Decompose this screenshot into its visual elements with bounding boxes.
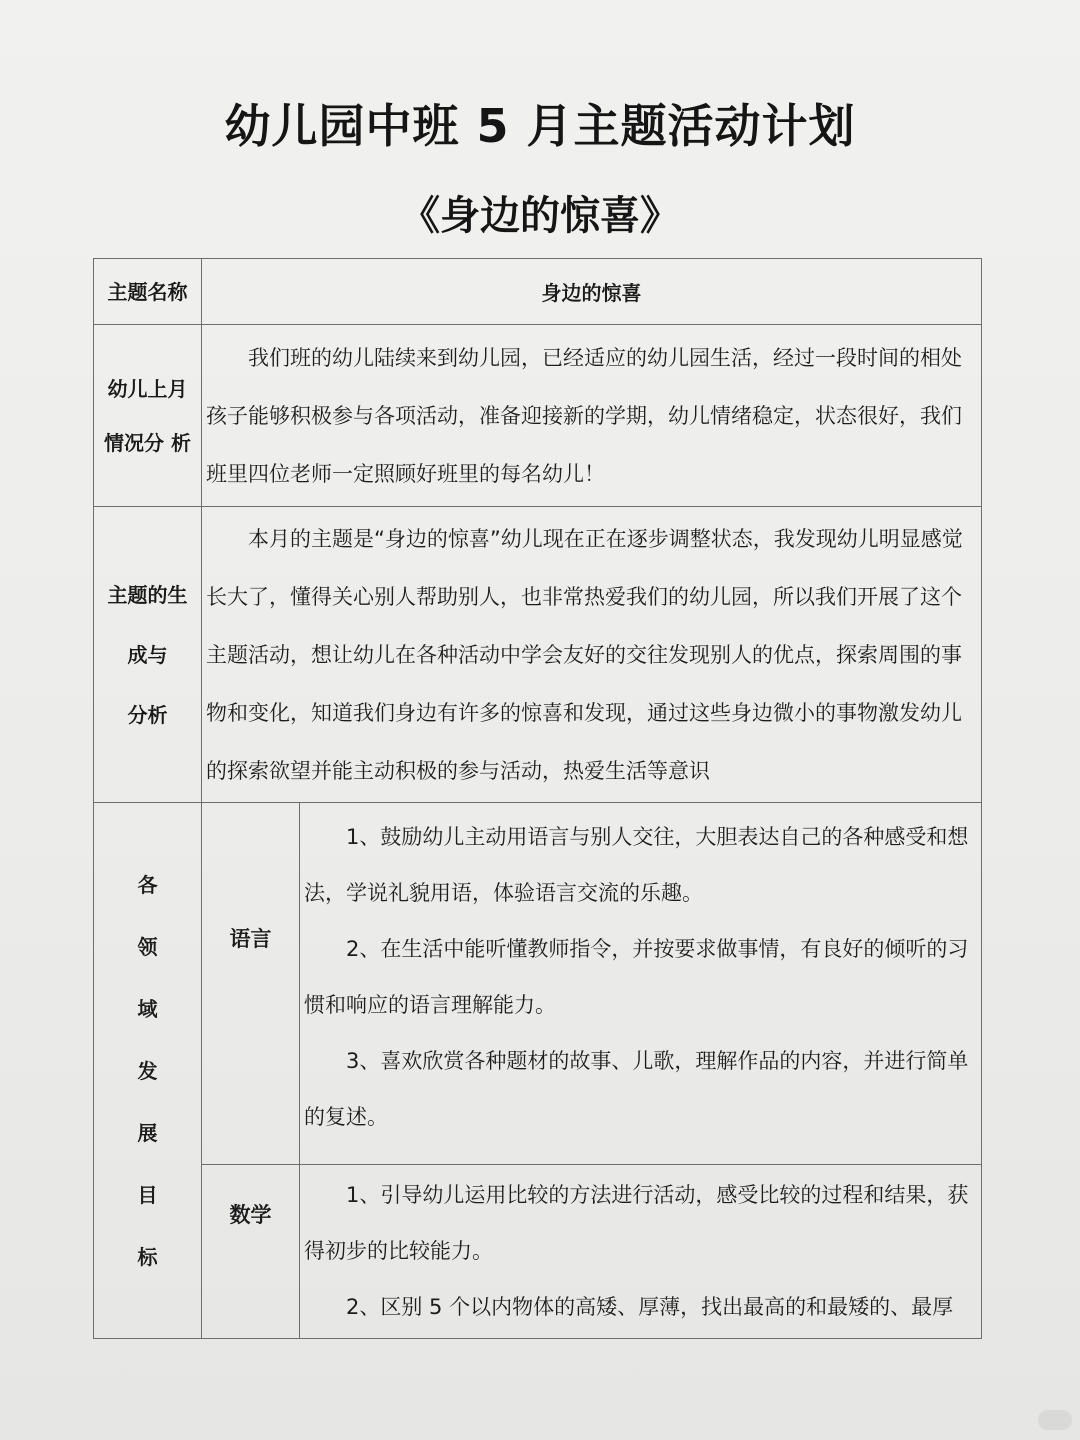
generation-label-line1: 主题的生	[107, 582, 188, 607]
generation-text: 本月的主题是“身边的惊喜”幼儿现在正在逐步调整状态，我发现幼儿明显感觉长大了，懂得关心别人帮助别人，也非常热爱我们的幼儿园，所以我们开展了这个主题活动，想让幼儿在各种活动中学会友好的交往发现别人的优点，探索周围的事物和变化，知道我们身边有许多的惊喜和发现，通过这些身边微小的事物激发幼儿的探索欲望并能主动积极的参与活动，热爱生活等意识	[206, 526, 963, 783]
theme-name-label-cell	[94, 259, 202, 325]
goals-label-char: 域	[137, 996, 158, 1021]
generation-text-cell	[202, 507, 982, 803]
generation-label-cell	[94, 507, 202, 803]
document-title: 幼儿园中班 5 月主题活动计划	[224, 99, 856, 153]
last-month-label-line2: 情况分 析	[104, 430, 191, 455]
row-last-month	[94, 325, 982, 507]
row-generation	[94, 507, 982, 803]
language-goals-cell	[300, 803, 982, 1165]
last-month-text-cell	[202, 325, 982, 507]
language-label: 语言	[229, 927, 272, 951]
math-goals-cell	[300, 1165, 982, 1339]
goals-label-char: 标	[137, 1244, 158, 1269]
math-goal-item: 1、引导幼儿运用比较的方法进行活动，感受比较的过程和结果，获得初步的比较能力。	[304, 1183, 969, 1263]
goals-label-char: 目	[137, 1182, 158, 1207]
last-month-label-line1: 幼儿上月	[107, 376, 188, 401]
plan-table	[93, 258, 982, 1339]
generation-label	[94, 565, 201, 745]
math-goal-item: 2、区别 5 个以内物体的高矮、厚薄，找出最高的和最矮的、最厚	[346, 1295, 954, 1319]
row-theme-name	[94, 259, 982, 325]
watermark-badge	[1038, 1410, 1072, 1430]
generation-label-line2: 成与	[127, 642, 168, 667]
math-label-cell	[202, 1165, 300, 1339]
last-month-text: 我们班的幼儿陆续来到幼儿园，已经适应的幼儿园生活，经过一段时间的相处孩子能够积极参与各项活动，准备迎接新的学期，幼儿情绪稳定，状态很好，我们班里四位老师一定照顾好班里的每名幼儿！	[206, 345, 962, 486]
row-language	[94, 803, 982, 1165]
goals-label-char: 领	[137, 934, 158, 959]
goals-label-char: 发	[137, 1058, 158, 1083]
row-math	[94, 1165, 982, 1339]
theme-name-label: 主题名称	[107, 279, 188, 304]
last-month-label-cell	[94, 325, 202, 507]
language-goal-item: 3、喜欢欣赏各种题材的故事、儿歌，理解作品的内容，并进行简单的复述。	[304, 1049, 969, 1129]
goals-label-char: 各	[137, 872, 158, 897]
goals-label-char: 展	[137, 1120, 158, 1145]
theme-name-value-cell	[202, 259, 982, 325]
language-goal-item: 1、鼓励幼儿主动用语言与别人交往，大胆表达自己的各种感受和想法，学说礼貌用语，体验语言交流的乐趣。	[304, 825, 969, 905]
last-month-label	[94, 362, 201, 470]
document-subtitle: 《身边的惊喜》	[400, 193, 680, 239]
goals-label-cell	[94, 803, 202, 1339]
language-goal-item: 2、在生活中能听懂教师指令，并按要求做事情，有良好的倾听的习惯和响应的语言理解能力。	[304, 937, 969, 1017]
generation-label-line3: 分析	[127, 702, 168, 727]
language-label-cell	[202, 803, 300, 1165]
goals-label	[94, 854, 201, 1288]
math-label: 数学	[229, 1203, 272, 1227]
theme-name-value: 身边的惊喜	[541, 281, 642, 305]
